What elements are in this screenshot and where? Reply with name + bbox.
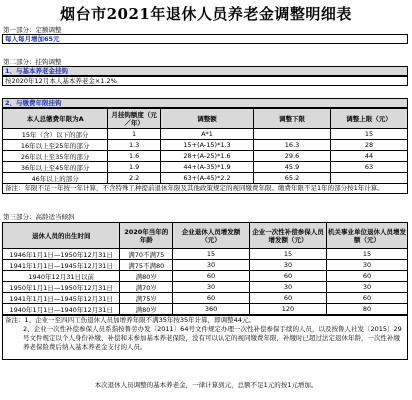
seniority-col-max: 调整上限（元） <box>331 109 408 129</box>
table-cell: 360 <box>173 304 250 315</box>
age-col-birth: 退休人员的出生时间 <box>3 223 120 249</box>
seniority-col-rate: 月挂钩额度（元／年） <box>108 109 161 129</box>
table-cell <box>331 173 408 184</box>
table-cell: 1950年1月1日—1950年12月31日 <box>3 282 120 293</box>
part3-heading: 第三部分：高龄适当倾斜 <box>3 213 75 221</box>
table-cell: 45.9 <box>254 162 331 173</box>
table-row <box>3 249 408 260</box>
table-cell: 1941年1月1日—1945年12月31日 <box>3 260 120 271</box>
age-col-age: 2020年当年的年龄 <box>120 223 173 249</box>
table-cell: 46年以上的部分 <box>3 173 108 184</box>
table-cell: 60 <box>250 271 327 282</box>
table-cell: A*1 <box>160 129 253 140</box>
table-cell: 满80岁 <box>120 271 173 282</box>
table-row <box>3 129 408 140</box>
table-cell: 44+(A-35)*1.9 <box>160 162 253 173</box>
page-title: 烟台市2021年退休人员养老金调整明细表 <box>60 5 352 23</box>
table-row <box>3 151 408 162</box>
table-cell: 60 <box>173 271 250 282</box>
table-cell <box>254 129 331 140</box>
footer-note: 本次退休人员调整的基本养老金，一律计算到元，总额不足1元的按1元增加。 <box>94 381 318 389</box>
part1-heading: 第一部分：定额调整 <box>3 26 62 34</box>
part2-heading: 第二部分：挂钩调整 <box>3 58 62 66</box>
table-cell: 满75不满80 <box>120 260 173 271</box>
table-cell: 1 <box>108 129 161 140</box>
table-row <box>3 282 408 293</box>
table-cell: 30 <box>250 282 327 293</box>
table-cell: 1.6 <box>108 151 161 162</box>
seniority-col-amount: 调整额 <box>160 109 253 129</box>
table-cell: 1.3 <box>108 140 161 151</box>
seniority-col-min: 调整下限 <box>254 109 331 129</box>
table-cell: 1946年1月1日—1950年12月31日 <box>3 249 120 260</box>
table-cell: 30 <box>326 282 407 293</box>
table-row <box>3 173 408 184</box>
table-cell: 26年以上至35年的部分 <box>3 151 108 162</box>
table-cell: 120 <box>250 304 327 315</box>
age-bonus-note-1: 备注：1、企业一至四四工伤退休人员加增养年限不满35年按35年计算，即调整44元。 <box>5 316 255 324</box>
table-cell: 30 <box>250 260 327 271</box>
table-row <box>3 293 408 304</box>
seniority-table <box>2 108 408 184</box>
table-cell: 28+(A-25)*1.6 <box>160 151 253 162</box>
table-cell: 15年（含）以下的部分 <box>3 129 108 140</box>
table-cell: 65.2 <box>254 173 331 184</box>
table-cell: 1941年1月1日—1945年12月31日 <box>3 293 120 304</box>
age-bonus-note-2: 2、企业一次性补偿参保人员系指按鲁劳办发〔2011〕64号文件规定办理一次性补偿参保手续的人员，以及按鲁人社发〔2015〕29号文件规定以个人身份补缴、补偿和未参加基本养老保险，没有可以认定的视同缴费年限，补缴时已超过法定退休年龄，一次性补缴养老保险费后纳入基本养老金支付的人员。 <box>23 325 402 351</box>
table-cell: 60 <box>250 293 327 304</box>
table-cell: 1940年12月31日以前 <box>3 271 120 282</box>
table-cell: 30 <box>326 260 407 271</box>
part2-sub2-heading: 2、与缴费年限挂钩 <box>2 98 408 108</box>
table-cell: 1.9 <box>108 162 161 173</box>
table-cell: 满80岁 <box>120 304 173 315</box>
table-cell: 60 <box>326 293 407 304</box>
table-cell: 15 <box>173 249 250 260</box>
table-cell: 30 <box>173 260 250 271</box>
table-row <box>3 304 408 315</box>
table-cell: 16年以上至25年的部分 <box>3 140 108 151</box>
table-cell: 60 <box>173 293 250 304</box>
table-cell: 15 <box>250 249 327 260</box>
seniority-col-years: 本人总缴费年限为A <box>3 109 108 129</box>
table-cell: 30 <box>173 282 250 293</box>
age-bonus-table <box>2 222 408 315</box>
table-row <box>3 162 408 173</box>
table-cell: 满70不满75 <box>120 249 173 260</box>
table-cell: 15 <box>331 129 408 140</box>
part1-content: 每人每月增加65元 <box>2 34 408 44</box>
table-cell: 63+(A-45)*2.2 <box>160 173 253 184</box>
age-bonus-notes <box>2 315 408 360</box>
table-cell: 15+(A-15)*1.3 <box>160 140 253 151</box>
table-cell: 满70岁 <box>120 282 173 293</box>
table-cell: 28 <box>331 140 408 151</box>
table-cell: 29.6 <box>254 151 331 162</box>
table-cell: 15 <box>326 249 407 260</box>
part2-sub1-content: 按2020年12月本人基本养老金×1.2% <box>2 76 408 86</box>
table-cell: 60 <box>326 271 407 282</box>
table-cell: 36年以上至45年的部分 <box>3 162 108 173</box>
table-cell: 63 <box>331 162 408 173</box>
table-cell: 2.2 <box>108 173 161 184</box>
age-col-institution: 机关事业单位退休人员增发额（元） <box>326 223 407 249</box>
table-cell: 44 <box>331 151 408 162</box>
table-cell: 80 <box>326 304 407 315</box>
table-cell: 1940年1月1日—1940年12月31日 <box>3 304 120 315</box>
table-cell: 16.3 <box>254 140 331 151</box>
age-col-enterprise: 企业退休人员增发额（元） <box>173 223 250 249</box>
table-row <box>3 260 408 271</box>
part2-sub1-heading: 1、与基本养老金挂钩 <box>2 66 408 76</box>
age-col-compensation: 企业一次性补偿参保人员增发额（元） <box>250 223 327 249</box>
table-row <box>3 271 408 282</box>
seniority-note: 备注：年限不足一年按一年计算，不含特殊工种提前退休年限及其他政策规定的视同缴费年限。缴费年限不足1年的部分按1年计算。 <box>2 183 408 194</box>
table-row <box>3 140 408 151</box>
table-cell: 满75岁 <box>120 293 173 304</box>
